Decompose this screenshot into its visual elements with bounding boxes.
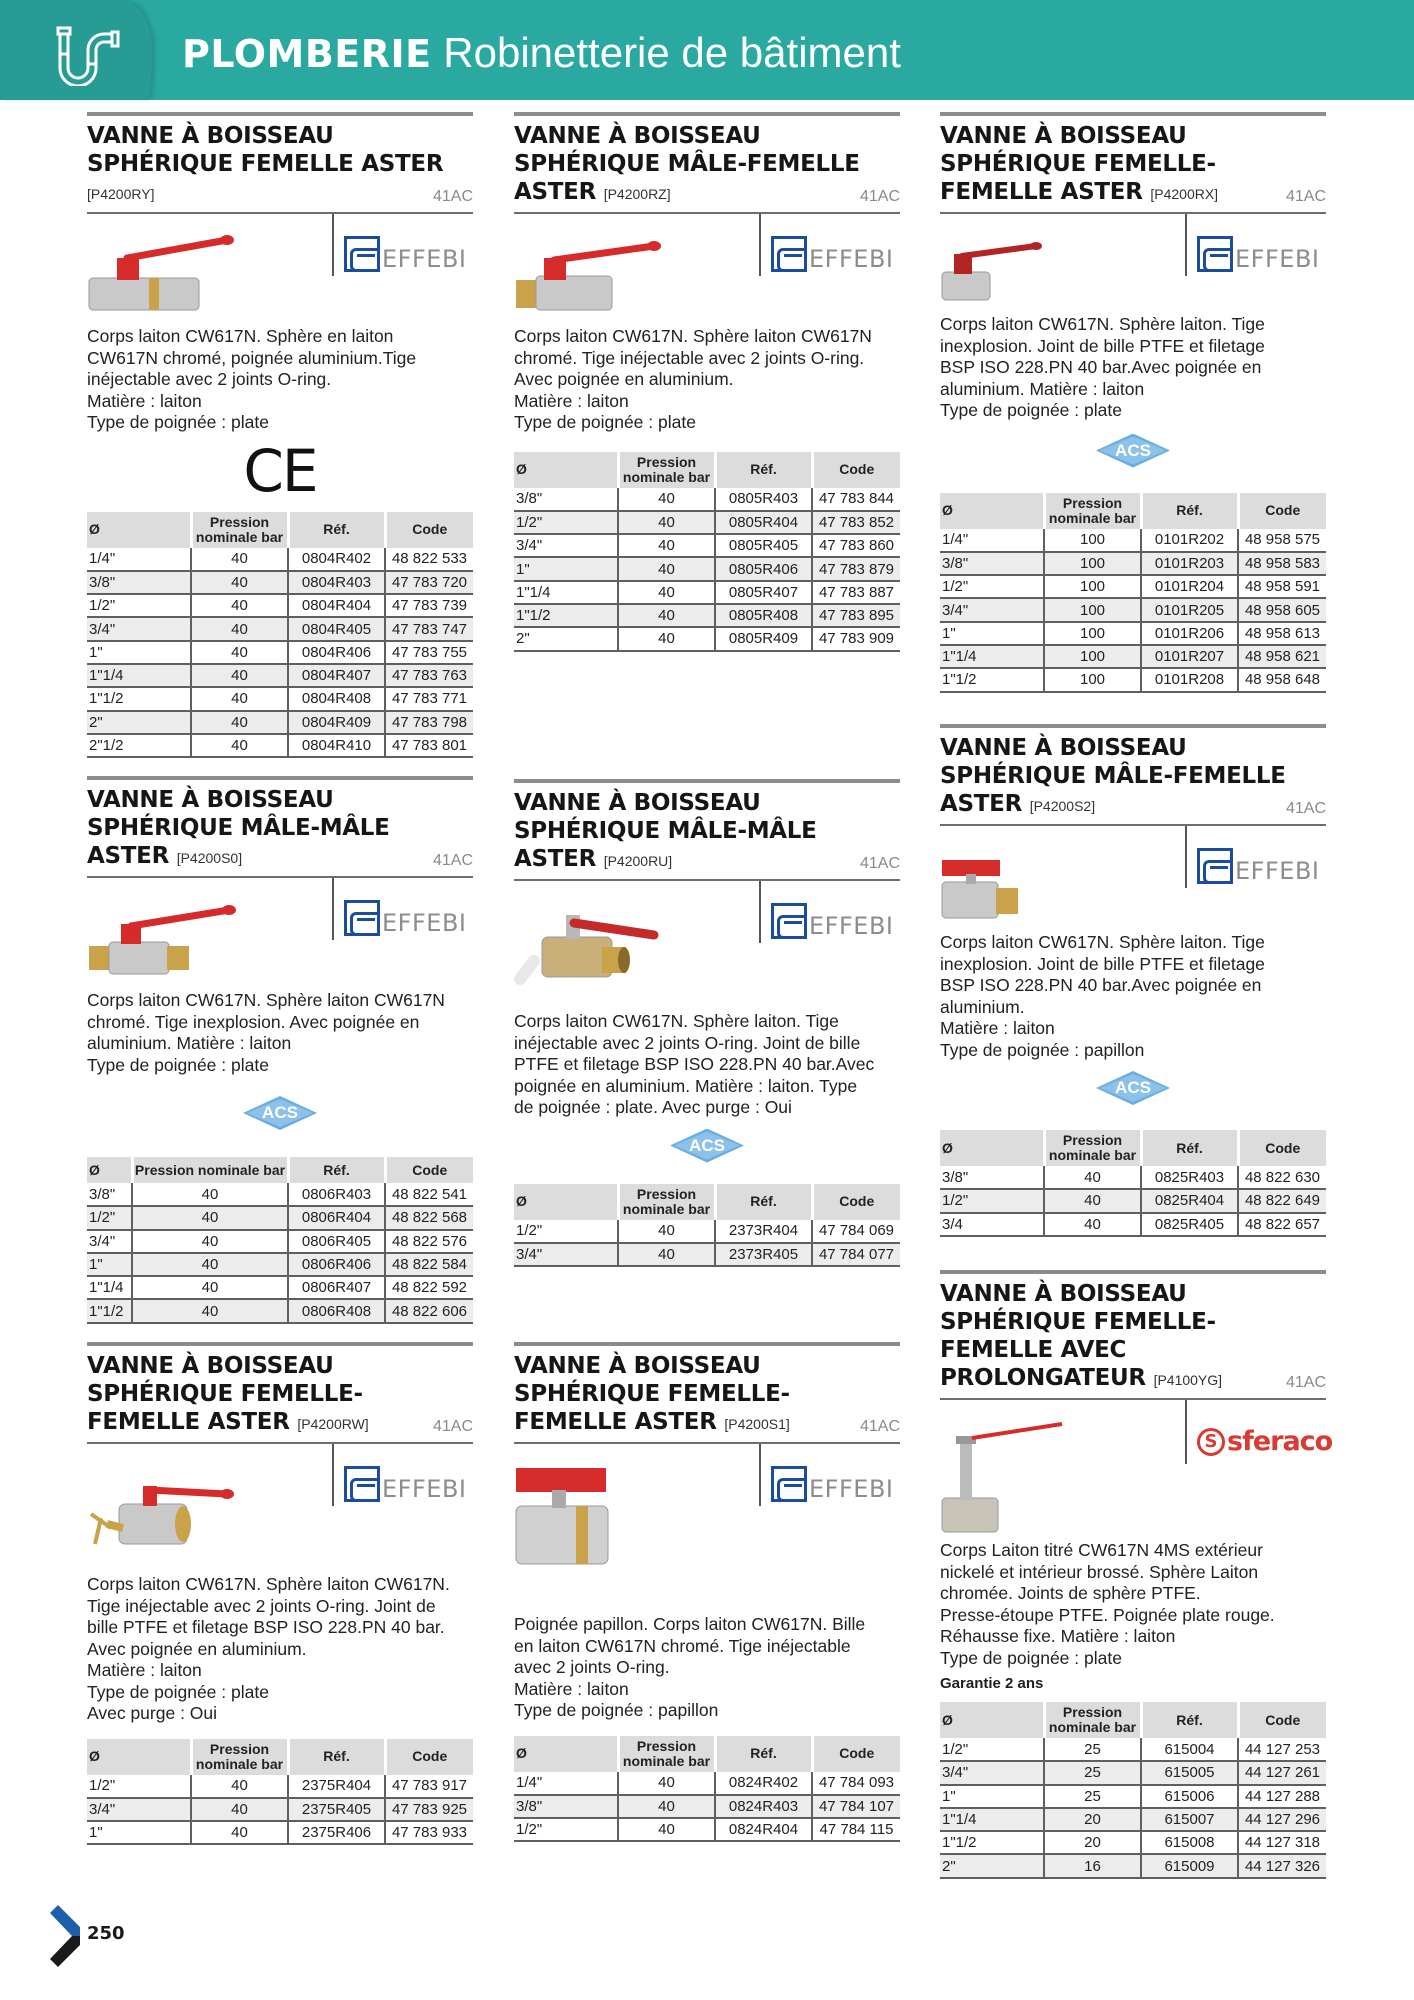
table-row: 1"1/4 20 615007 44 127 296 [940, 1808, 1326, 1831]
valve-image [87, 898, 237, 978]
divider [940, 1270, 1326, 1274]
product-ref: [P4100YG] [1153, 1372, 1223, 1388]
table-row: 1/2" 40 2373R404 47 784 069 [514, 1220, 900, 1243]
divider [332, 214, 334, 276]
product-description: Corps laiton CW617N. Sphère en laiton CW617N chromé, poignée aluminium.Tige inéjectable avec 2 joints O-ring. Matière : laiton Type de poignée : plate [87, 326, 417, 432]
product-ref: [P4200RX] [1150, 186, 1219, 202]
divider [759, 881, 761, 943]
divider [940, 112, 1326, 116]
divider [759, 1444, 761, 1506]
divider [332, 1444, 334, 1506]
product-title: VANNE À BOISSEAU SPHÉRIQUE FEMELLE- FEMELLE ASTER [P4200RX] [940, 123, 1219, 205]
product-ref: [P4200RY] [87, 186, 155, 202]
product-card [87, 112, 473, 758]
valve-image [87, 1464, 237, 1564]
table-row: 1"1/2 100 0101R208 48 958 648 [940, 668, 1326, 691]
category-code: 41AC [859, 1418, 900, 1435]
product-description: Corps Laiton titré CW617N 4MS extérieur nickelé et intérieur brossé. Sphère Laiton chromée. Joints de sphère PTFE. Presse-étoupe PTFE. Poignée plate rouge. Réhausse fixe. Matière : laiton Type de poignée : plate [940, 1540, 1275, 1668]
valve-image [87, 234, 237, 314]
warranty-note: Garantie 2 ans [940, 1675, 1044, 1692]
product-ref: [P4200RZ] [603, 186, 671, 202]
table-row: 3/8" 40 0825R403 48 822 630 [940, 1166, 1326, 1189]
brand-logo-effebi: EFFEBI [344, 892, 466, 936]
table-row: 1" 40 0805R406 47 783 879 [514, 557, 900, 580]
brand-logo-effebi: EFFEBI [771, 895, 893, 939]
table-row: 2" 40 0805R409 47 783 909 [514, 627, 900, 650]
acs-certification-icon: ACS [243, 1096, 317, 1130]
table-row: 1/2" 40 0804R404 47 783 739 [87, 594, 473, 617]
table-row: 1"1/4 40 0805R407 47 783 887 [514, 581, 900, 604]
valve-image [514, 1464, 614, 1574]
product-card [87, 776, 473, 1324]
valve-image [940, 1420, 1070, 1540]
section-tab [0, 0, 152, 100]
table-row: 1/2" 40 0824R404 47 784 115 [514, 1818, 900, 1841]
table-row: 1" 100 0101R206 48 958 613 [940, 622, 1326, 645]
category-code: 41AC [1285, 800, 1326, 817]
category-code: 41AC [432, 188, 473, 205]
divider [940, 724, 1326, 728]
valve-image [940, 234, 1050, 304]
product-description: Corps laiton CW617N. Sphère laiton. Tige inéjectable avec 2 joints O-ring. Joint de bille PTFE et filetage BSP ISO 228.PN 40 bar.Avec poignée en aluminium. Matière : laiton. Type de poignée : plate. Avec purge : Oui [514, 1011, 875, 1117]
table-row: 1/4" 40 0824R402 47 784 093 [514, 1772, 900, 1795]
spec-table: Ø Pression nominale bar Réf. Code 3/8" 40 0805R403 47 783 844 1/2" 40 0805R404 47 783 852 3/4" 40 0805R405 47 783 860 1" 40 0805R406 47 783 879 1"1/4 40 0805R407 47 783 887 1"1/2 40 0805R408 47 783 895 2" 40 0805R409 47 783 909 [514, 452, 900, 652]
table-row: 3/4" 100 0101R205 48 958 605 [940, 598, 1326, 621]
product-title: VANNE À BOISSEAU SPHÉRIQUE MÂLE-MÂLE ASTER [P4200S0] [87, 787, 390, 869]
product-title: VANNE À BOISSEAU SPHÉRIQUE FEMELLE ASTER [P4200RY] [87, 123, 444, 202]
table-row: 3/8" 100 0101R203 48 958 583 [940, 552, 1326, 575]
table-row: 1"1/4 40 0806R407 48 822 592 [87, 1276, 473, 1299]
product-title: VANNE À BOISSEAU SPHÉRIQUE FEMELLE- FEMELLE AVEC PROLONGATEUR [P4100YG] [940, 1281, 1223, 1391]
divider [1185, 1400, 1187, 1464]
table-row: 3/4" 40 0806R405 48 822 576 [87, 1230, 473, 1253]
product-description: Poignée papillon. Corps laiton CW617N. Bille en laiton CW617N chromé. Tige inéjectable avec 2 joints O-ring. Matière : laiton Type de poignée : papillon [514, 1614, 866, 1720]
product-description: Corps laiton CW617N. Sphère laiton. Tige inexplosion. Joint de bille PTFE et filetage BSP ISO 228.PN 40 bar.Avec poignée en aluminium. Matière : laiton Type de poignée : papillon [940, 932, 1265, 1060]
table-row: 3/4" 40 2375R405 47 783 925 [87, 1798, 473, 1821]
table-row: 3/4" 40 0804R405 47 783 747 [87, 617, 473, 640]
table-row: 1" 40 0804R406 47 783 755 [87, 641, 473, 664]
table-row: 1" 40 0806R406 48 822 584 [87, 1253, 473, 1276]
product-title: VANNE À BOISSEAU SPHÉRIQUE MÂLE-FEMELLE ASTER [P4200RZ] [514, 123, 860, 205]
table-row: 1" 40 2375R406 47 783 933 [87, 1821, 473, 1844]
category-code: 41AC [1285, 188, 1326, 205]
section-name: PLOMBERIE [182, 32, 432, 76]
spec-table: Ø Pression nominale bar Réf. Code 1/2" 25 615004 44 127 253 3/4" 25 615005 44 127 261 1" 25 615006 44 127 288 1"1/4 20 615007 44 127 296 1"1/2 20 615008 44 127 318 2" 16 615009 44 127 326 [940, 1702, 1326, 1879]
product-description: Corps laiton CW617N. Sphère laiton CW617N. Tige inéjectable avec 2 joints O-ring. Joint de bille PTFE et filetage BSP ISO 228.PN 40 bar. Avec poignée en aluminium. Matière : laiton Type de poignée : plate Avec purge : Oui [87, 1574, 450, 1723]
divider [1185, 826, 1187, 888]
divider [87, 112, 473, 116]
product-ref: [P4200S0] [176, 850, 243, 866]
product-description: Corps laiton CW617N. Sphère laiton CW617N chromé. Tige inéjectable avec 2 joints O-ring. Avec poignée en aluminium. Matière : laiton Type de poignée : plate [514, 326, 872, 432]
table-row: 1/2" 40 2375R404 47 783 917 [87, 1775, 473, 1798]
product-ref: [P4200RW] [297, 1416, 369, 1432]
product-card [514, 1342, 900, 1842]
table-row: 3/4" 25 615005 44 127 261 [940, 1761, 1326, 1784]
acs-certification-icon: ACS [1096, 1071, 1170, 1105]
category-code: 41AC [859, 855, 900, 872]
chevron-right-icon [50, 1905, 84, 1967]
product-title: VANNE À BOISSEAU SPHÉRIQUE FEMELLE- FEMELLE ASTER [P4200RW] [87, 1353, 369, 1435]
valve-image [940, 846, 1030, 926]
table-row: 3/8" 40 0824R403 47 784 107 [514, 1795, 900, 1818]
table-row: 1"1/2 40 0806R408 48 822 606 [87, 1299, 473, 1322]
table-row: 2" 40 0804R409 47 783 798 [87, 711, 473, 734]
category-code: 41AC [432, 852, 473, 869]
divider [514, 1342, 900, 1346]
table-row: 1" 25 615006 44 127 288 [940, 1785, 1326, 1808]
divider [514, 779, 900, 783]
valve-image [514, 234, 664, 314]
table-row: 1/2" 40 0825R404 48 822 649 [940, 1189, 1326, 1212]
brand-logo-effebi: EFFEBI [771, 1458, 893, 1502]
table-row: 1/4" 100 0101R202 48 958 575 [940, 529, 1326, 552]
product-title: VANNE À BOISSEAU SPHÉRIQUE FEMELLE- FEMELLE ASTER [P4200S1] [514, 1353, 790, 1435]
spec-table: Ø Pression nominale bar Réf. Code 1/2" 40 2375R404 47 783 917 3/4" 40 2375R405 47 783 925 1" 40 2375R406 47 783 933 [87, 1739, 473, 1846]
brand-logo-effebi: EFFEBI [771, 228, 893, 272]
divider [87, 1342, 473, 1346]
spec-table: Ø Pression nominale bar Réf. Code 3/8" 40 0806R403 48 822 541 1/2" 40 0806R404 48 822 568 3/4" 40 0806R405 48 822 576 1" 40 0806R406 48 822 584 1"1/4 40 0806R407 48 822 592 1"1/2 40 0806R408 48 822 606 [87, 1157, 473, 1324]
table-row: 1"1/2 40 0804R408 47 783 771 [87, 687, 473, 710]
table-row: 3/8" 40 0805R403 47 783 844 [514, 488, 900, 511]
table-row: 1"1/4 40 0804R407 47 783 763 [87, 664, 473, 687]
table-row: 3/4 40 0825R405 48 822 657 [940, 1213, 1326, 1236]
product-card [940, 112, 1326, 693]
section-subtitle: Robinetterie de bâtiment [443, 29, 901, 76]
table-row: 3/4" 40 0805R405 47 783 860 [514, 534, 900, 557]
table-row: 3/4" 40 2373R405 47 784 077 [514, 1243, 900, 1266]
product-description: Corps laiton CW617N. Sphère laiton. Tige inexplosion. Joint de bille PTFE et filetage BSP ISO 228.PN 40 bar.Avec poignée en aluminium. Matière : laiton Type de poignée : plate [940, 314, 1265, 420]
product-title: VANNE À BOISSEAU SPHÉRIQUE MÂLE-MÂLE ASTER [P4200RU] [514, 790, 817, 872]
ce-mark-icon: CE [243, 436, 317, 505]
table-row: 1"1/4 100 0101R207 48 958 621 [940, 645, 1326, 668]
page-title [182, 28, 901, 79]
acs-certification-icon: ACS [1096, 434, 1170, 468]
product-description: Corps laiton CW617N. Sphère laiton CW617N chromé. Tige inexplosion. Avec poignée en aluminium. Matière : laiton Type de poignée : plate [87, 990, 445, 1075]
table-row: 1/2" 40 0806R404 48 822 568 [87, 1206, 473, 1229]
product-card [514, 779, 900, 1267]
table-row: 1/2" 25 615004 44 127 253 [940, 1738, 1326, 1761]
spec-table: Ø Pression nominale bar Réf. Code 3/8" 40 0825R403 48 822 630 1/2" 40 0825R404 48 822 649 3/4 40 0825R405 48 822 657 [940, 1130, 1326, 1237]
category-code: 41AC [859, 188, 900, 205]
product-card [87, 1342, 473, 1845]
product-ref: [P4200S1] [724, 1416, 790, 1432]
category-code: 41AC [432, 1418, 473, 1435]
table-row: 1/4" 40 0804R402 48 822 533 [87, 548, 473, 571]
product-card [940, 724, 1326, 1237]
table-row: 3/8" 40 0804R403 47 783 720 [87, 571, 473, 594]
divider [514, 112, 900, 116]
brand-logo-sferaco: S sferaco [1197, 1414, 1332, 1457]
product-title: VANNE À BOISSEAU SPHÉRIQUE MÂLE-FEMELLE ASTER [P4200S2] [940, 735, 1286, 817]
spec-table: Ø Pression nominale bar Réf. Code 1/4" 100 0101R202 48 958 575 3/8" 100 0101R203 48 958 583 1/2" 100 0101R204 48 958 591 3/4" 100 0101R205 48 958 605 1" 100 0101R206 48 958 613 1"1/4 100 0101R207 48 958 621 1"1/2 100 0101R208 48 958 648 [940, 493, 1326, 693]
product-ref: [P4200S2] [1029, 798, 1096, 814]
divider [759, 214, 761, 276]
page-number: 250 [87, 1923, 125, 1944]
brand-logo-effebi: EFFEBI [1197, 228, 1319, 272]
product-ref: [P4200RU] [603, 853, 673, 869]
brand-logo-effebi: EFFEBI [1197, 840, 1319, 884]
spec-table: Ø Pression nominale bar Réf. Code 1/4" 40 0804R402 48 822 533 3/8" 40 0804R403 47 783 720 1/2" 40 0804R404 47 783 739 3/4" 40 0804R405 47 783 747 1" 40 0804R406 47 783 755 1"1/4 40 0804R407 47 783 763 1"1/2 40 0804R408 47 783 771 2" 40 0804R409 47 783 798 2"1/2 40 0804R410 47 783 801 [87, 512, 473, 759]
category-code: 41AC [1285, 1374, 1326, 1391]
table-row: 1"1/2 20 615008 44 127 318 [940, 1831, 1326, 1854]
table-row: 1/2" 40 0805R404 47 783 852 [514, 511, 900, 534]
page-header [0, 0, 1414, 100]
spec-table: Ø Pression nominale bar Réf. Code 1/4" 40 0824R402 47 784 093 3/8" 40 0824R403 47 784 107 1/2" 40 0824R404 47 784 115 [514, 1736, 900, 1843]
table-row: 1"1/2 40 0805R408 47 783 895 [514, 604, 900, 627]
table-row: 3/8" 40 0806R403 48 822 541 [87, 1183, 473, 1206]
divider [332, 878, 334, 940]
brand-logo-effebi: EFFEBI [344, 228, 466, 272]
product-card [940, 1270, 1333, 1879]
acs-certification-icon: ACS [670, 1129, 744, 1163]
spec-table: Ø Pression nominale bar Réf. Code 1/2" 40 2373R404 47 784 069 3/4" 40 2373R405 47 784 077 [514, 1184, 900, 1268]
pipe-icon [54, 24, 124, 86]
table-row: 1/2" 100 0101R204 48 958 591 [940, 575, 1326, 598]
divider [87, 776, 473, 780]
divider [1185, 214, 1187, 276]
product-card [514, 112, 900, 652]
brand-logo-effebi: EFFEBI [344, 1458, 466, 1502]
table-row: 2"1/2 40 0804R410 47 783 801 [87, 734, 473, 757]
table-row: 2" 16 615009 44 127 326 [940, 1854, 1326, 1877]
valve-image [514, 901, 664, 1001]
